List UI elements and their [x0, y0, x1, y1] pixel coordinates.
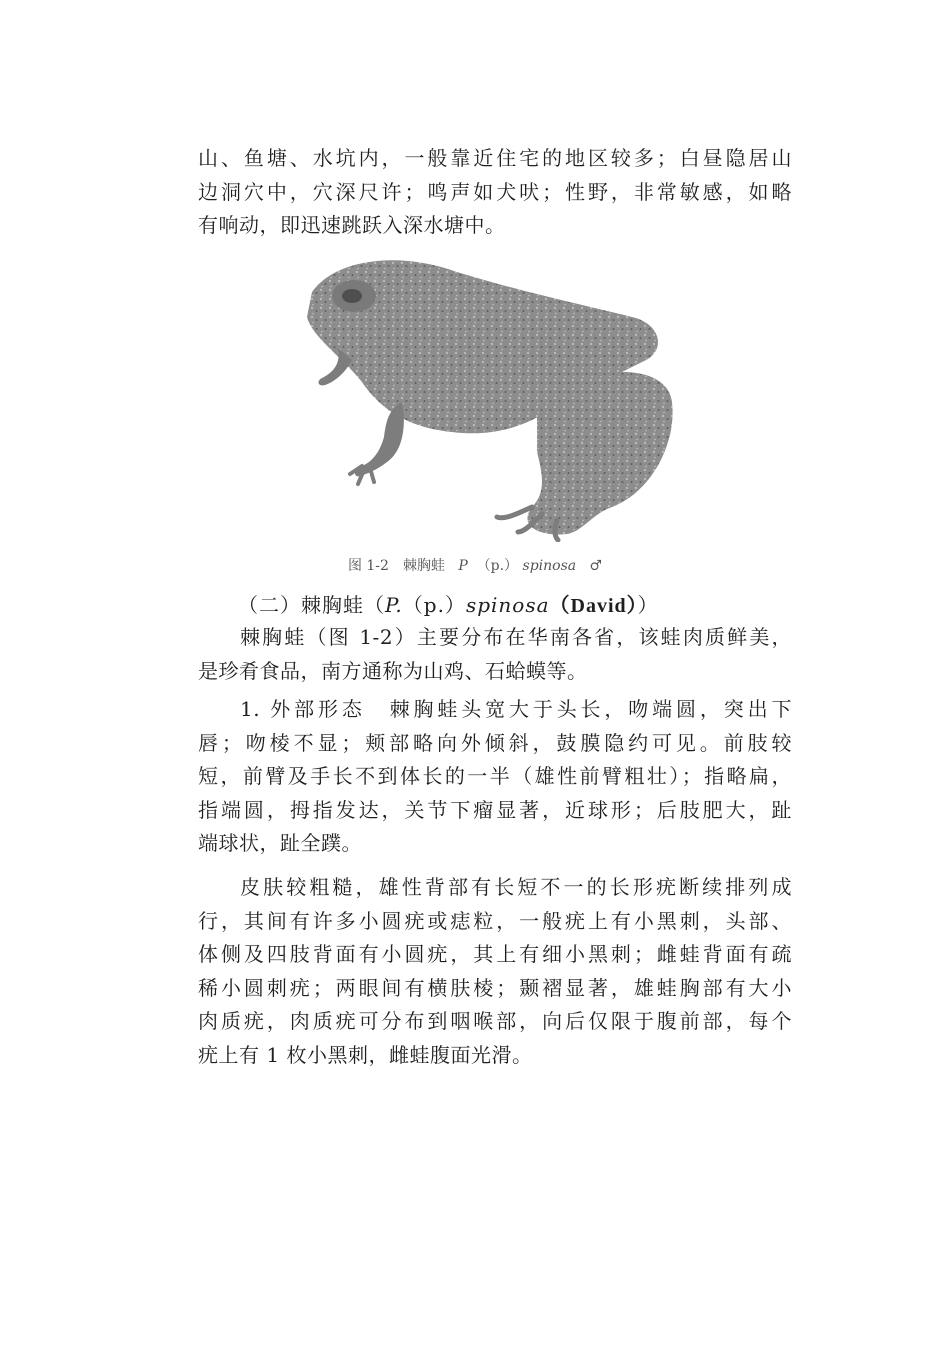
heading-author: （David） — [549, 595, 638, 617]
text-line: 有响动，即迅速跳跃入深水塘中。 — [198, 213, 506, 237]
text-line: 行，其间有许多小圆疣或痣粒，一般疣上有小黑刺，头部、 — [198, 908, 792, 933]
frog-illustration — [292, 252, 682, 542]
text-line: 稀小圆刺疣；两眼间有横肤棱；颞褶显著，雄蛙胸部有大小 — [198, 975, 792, 1000]
heading-sub: （p.） — [402, 593, 466, 617]
text-line: 指端圆，拇指发达，关节下瘤显著，近球形；后肢肥大，趾 — [198, 797, 792, 822]
paragraph-morphology — [198, 693, 792, 861]
caption-sub: （p.） — [476, 558, 519, 574]
paragraph-habitat — [198, 142, 792, 243]
text-line: 是珍肴食品，南方通称为山鸡、石蛤蟆等。 — [198, 658, 588, 683]
paragraph-intro — [198, 621, 792, 688]
text-line: 唇；吻棱不显；颊部略向外倾斜，鼓膜隐约可见。前肢较 — [198, 730, 792, 755]
text-line: 边洞穴中，穴深尺许；鸣声如犬吠；性野，非常敏感，如略 — [198, 179, 792, 204]
figure-caption — [0, 555, 950, 575]
text-line: 山、鱼塘、水坑内，一般靠近住宅的地区较多；白昼隐居山 — [198, 146, 792, 170]
caption-species: spinosa — [522, 558, 577, 574]
text-line: 棘胸蛙（图 1-2）主要分布在华南各省，该蛙肉质鲜美， — [240, 625, 792, 649]
male-symbol: ♂ — [589, 558, 603, 574]
text-line: 肉质疣，肉质疣可分布到咽喉部，向后仅限于腹前部，每个 — [198, 1009, 792, 1033]
section-heading — [238, 589, 659, 618]
caption-genus: P — [458, 558, 468, 574]
text-line: 体侧及四肢背面有小圆疣，其上有细小黑刺；雌蛙背面有疏 — [198, 942, 792, 966]
text-line: 端球状，趾全蹼。 — [198, 831, 362, 855]
heading-genus: P. — [385, 593, 403, 617]
heading-species: spinosa — [465, 593, 550, 617]
text-line: 皮肤较粗糙，雄性背部有长短不一的长形疣断续排列成 — [240, 875, 792, 899]
caption-prefix: 图 1-2 棘胸蛙 — [347, 558, 445, 574]
heading-suffix: ） — [637, 593, 659, 617]
paragraph-skin — [198, 871, 792, 1072]
text-line: 1. 外部形态 棘胸蛙头宽大于头长，吻端圆，突出下 — [240, 697, 792, 721]
heading-prefix: （二）棘胸蛙（ — [238, 593, 385, 617]
text-line: 疣上有 1 枚小黑刺，雌蛙腹面光滑。 — [198, 1042, 533, 1067]
text-line: 短，前臂及手长不到体长的一半（雄性前臂粗壮）；指略扁， — [198, 764, 792, 788]
